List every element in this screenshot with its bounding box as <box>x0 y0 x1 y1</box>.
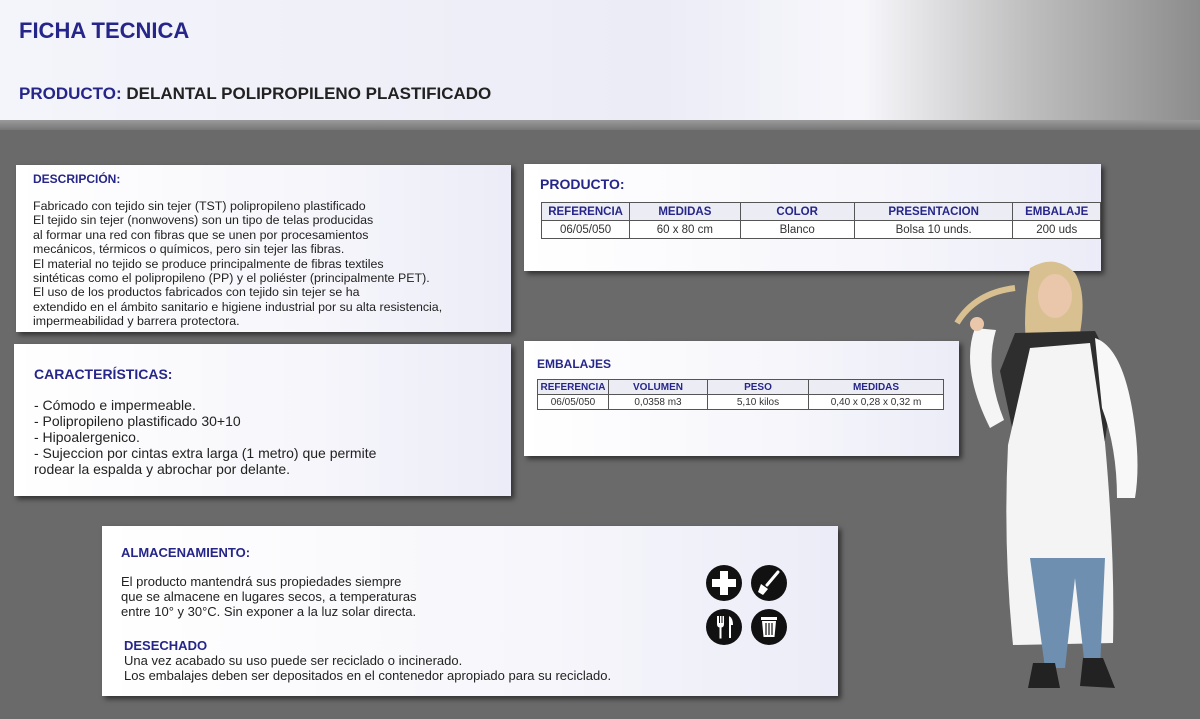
table-row <box>538 395 944 410</box>
description-text: Fabricado con tejido sin tejer (TST) polipropileno plastificado El tejido sin tejer (nonwovens) son un tipo de telas producidas al formar una red con fibras que se unen por procesamientos mecánicos, térmicos o químicos, pero sin tejer las fibras. El material no tejido se produce principalmente de fibras textiles sintéticas como el polipropileno (PP) y el poliéster (principalmente PET). El uso de los productos fabricados con tejido sin tejer se ha extendido en el ámbito sanitario e higiene industrial por su alta resistencia, impermeabilidad y barrera protectora. <box>33 199 443 329</box>
table-cell: 200 uds <box>1013 221 1101 239</box>
product-name: DELANTAL POLIPROPILENO PLASTIFICADO <box>126 84 492 103</box>
header <box>0 0 1200 120</box>
storage-title: ALMACENAMIENTO: <box>121 545 251 560</box>
table-header-cell: PESO <box>708 380 809 395</box>
packaging-title: EMBALAJES <box>537 357 612 371</box>
product-table <box>541 202 1101 239</box>
description-title: DESCRIPCIÓN: <box>33 172 121 186</box>
table-cell: 0,40 x 0,28 x 0,32 m <box>809 395 944 410</box>
table-header-row <box>542 203 1101 221</box>
product-panel <box>524 164 1101 271</box>
table-cell: Blanco <box>740 221 854 239</box>
header-divider <box>0 120 1200 130</box>
characteristics-panel <box>14 344 511 496</box>
product-prefix: PRODUCTO: <box>19 84 122 103</box>
description-panel <box>16 165 511 332</box>
recycle-bin-icon <box>751 609 787 645</box>
table-cell: 06/05/050 <box>542 221 630 239</box>
characteristics-title: CARACTERÍSTICAS: <box>34 366 173 382</box>
table-row <box>542 221 1101 239</box>
table-header-cell: MEDIDAS <box>630 203 740 221</box>
cutlery-icon <box>706 609 742 645</box>
table-header-cell: REFERENCIA <box>538 380 609 395</box>
disposal-title: DESECHADO <box>124 638 208 653</box>
packaging-table <box>537 379 944 410</box>
characteristics-list: - Cómodo e impermeable. - Polipropileno plastificado 30+10 - Hipoalergenico. - Sujeccion por cintas extra larga (1 metro) que permite rodear la espalda y abrochar por delante. <box>34 397 377 477</box>
table-header-cell: MEDIDAS <box>809 380 944 395</box>
product-table-title: PRODUCTO: <box>540 176 625 192</box>
model-wearing-apron-image <box>945 258 1170 710</box>
table-cell: Bolsa 10 unds. <box>854 221 1013 239</box>
storage-text: El producto mantendrá sus propiedades siempre que se almacene en lugares secos, a temperaturas entre 10° y 30°C. Sin exponer a la luz solar directa. <box>121 574 417 619</box>
table-cell: 60 x 80 cm <box>630 221 740 239</box>
product-heading <box>19 84 491 104</box>
table-header-cell: COLOR <box>740 203 854 221</box>
packaging-panel <box>524 341 959 456</box>
table-cell: 5,10 kilos <box>708 395 809 410</box>
table-header-cell: PRESENTACION <box>854 203 1013 221</box>
table-cell: 0,0358 m3 <box>609 395 708 410</box>
medical-cross-icon <box>706 565 742 601</box>
table-header-row <box>538 380 944 395</box>
table-cell: 06/05/050 <box>538 395 609 410</box>
table-header-cell: VOLUMEN <box>609 380 708 395</box>
table-header-cell: REFERENCIA <box>542 203 630 221</box>
disposal-text: Una vez acabado su uso puede ser reciclado o incinerado. Los embalajes deben ser depositados en el contenedor apropiado para su reciclado. <box>124 653 612 683</box>
page-title: FICHA TECNICA <box>19 18 190 43</box>
table-header-cell: EMBALAJE <box>1013 203 1101 221</box>
cleaning-brush-icon <box>751 565 787 601</box>
